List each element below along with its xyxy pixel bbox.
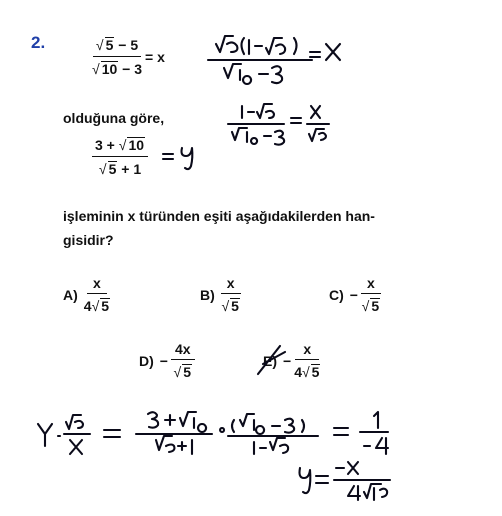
crossed-option-e (258, 346, 285, 374)
expression-fraction: $\frac{3 + √ 10}{√ 5 + 1}$ (92, 137, 148, 176)
option-c-num: x (361, 276, 381, 294)
option-d-fraction: $\frac{4x}{√ 5}$ (171, 342, 195, 380)
given-fraction: $\frac{√ 5 - 5}{√ 10 - 3}$ (92, 37, 143, 77)
handwriting-final-answer (300, 462, 391, 500)
given-num-rest: − 5 (114, 37, 139, 53)
option-e-den-coef: 4 (294, 364, 302, 380)
option-c-fraction: $\frac{x}{√ 5}$ (361, 275, 380, 314)
option-c-den-root: 5 (371, 298, 380, 314)
given-num-root: 5 (105, 37, 114, 53)
option-d-sign: − (159, 352, 168, 369)
option-b-label: B) (200, 286, 215, 303)
option-d-label: D) (139, 352, 154, 369)
option-e-den-root: 5 (311, 364, 320, 380)
handwriting-middle-right (228, 104, 329, 145)
option-e-sign: − (283, 352, 292, 369)
option-a-den-root: 5 (101, 298, 110, 314)
option-b-num: x (221, 276, 241, 294)
option-e-fraction: $\frac{x}{4√ 5}$ (294, 341, 320, 380)
handwriting-eq-y (163, 148, 192, 169)
expr-num-root: 10 (128, 137, 145, 153)
option-a-fraction: $\frac{x}{4√ 5}$ (83, 275, 110, 314)
given-rhs: = x (145, 48, 165, 65)
option-d-num: 4x (171, 342, 195, 360)
option-a-den-coef: 4 (83, 298, 92, 314)
prompt-line-1: işleminin x türünden eşiti aşağıdakilerden han- (63, 208, 375, 224)
condition-text: olduğuna göre, (63, 110, 165, 126)
expr-den-rest: + 1 (117, 160, 142, 177)
handwriting-top-right (208, 36, 340, 84)
question-number: 2. (31, 33, 46, 52)
option-a-label: A) (63, 286, 78, 303)
option-b-fraction: $\frac{x}{√ 5}$ (221, 275, 239, 314)
option-c-label: C) (329, 286, 344, 303)
option-c-sign: − (349, 286, 358, 303)
option-e-num: x (295, 342, 319, 360)
option-b-den-root: 5 (231, 298, 239, 314)
expr-num-left: 3 + (95, 137, 119, 153)
option-a-num: x (87, 276, 107, 294)
option-d-den-root: 5 (183, 364, 191, 380)
prompt-line-2: gisidir? (63, 232, 114, 248)
given-den-rest: − 3 (118, 60, 143, 77)
given-den-root: 10 (101, 60, 118, 77)
option-e-label: E) (263, 352, 277, 369)
expr-den-root: 5 (108, 160, 117, 177)
handwriting-bottom-line (38, 412, 388, 454)
